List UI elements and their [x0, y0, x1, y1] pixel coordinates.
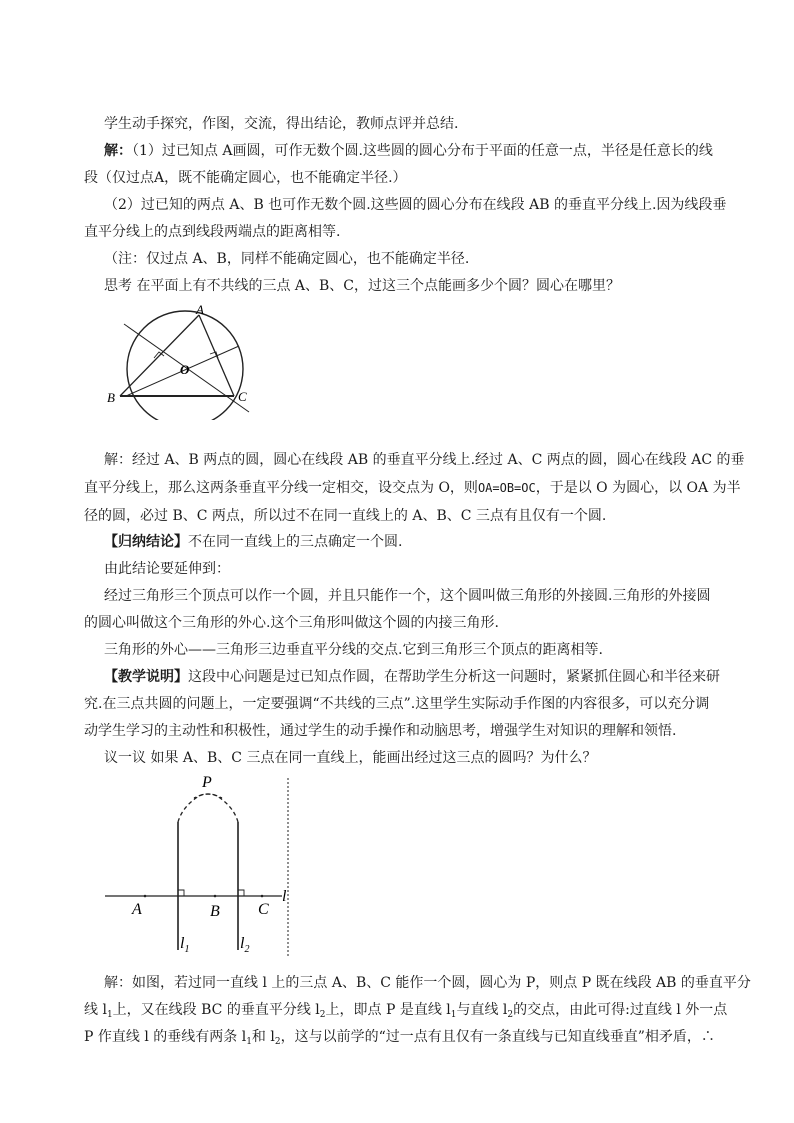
paragraph-circumcenter: [104, 641, 603, 659]
label-l2: $l_2$: [240, 935, 250, 955]
text: 直平分线上的点到线段两端点的距离相等.: [84, 224, 341, 240]
side-ab: [120, 315, 199, 396]
text: 段（仅过点A，既不能确定圆心，也不能确定半径.）: [84, 170, 407, 186]
paragraph-extend: [104, 560, 230, 578]
label-a: A: [196, 302, 204, 317]
paragraph-note: [104, 250, 469, 268]
text: 经过三角形三个顶点可以作一个圆，并且只能作一个，这个圆叫做三角形的外接圆.三角形的外接圆: [104, 588, 711, 604]
label-c: C: [238, 389, 247, 404]
equation: OA=OB=OC: [477, 481, 536, 495]
text: 解：经过 A、B 两点的圆，圆心在线段 AB 的垂直平分线上.经过 A、C 两点的圆，圆心在线段 AC 的垂: [104, 452, 745, 468]
paragraph-teaching-note-end: [84, 722, 676, 740]
label-b: B: [210, 903, 220, 920]
paragraph-discuss: [104, 749, 596, 767]
paragraph-solution-4-end: P 作直线 l 的垂线有两条 $l_1$和 $l_2$，这与以前学的“过一点有且仅有一条直线与已知直线垂直”相矛盾，∴: [84, 1029, 715, 1047]
text: （2）过已知的两点 A、B 也可作无数个圆.这些圆的圆心分布在线段 AB 的垂直平分线上.因为线段垂: [104, 197, 727, 213]
label-b: B: [107, 390, 115, 405]
paragraph-solution-4: [104, 974, 751, 992]
paragraph-circumcircle-def: [104, 587, 710, 605]
text: ，于是以 O 为圆心，以 OA 为半: [535, 480, 741, 496]
text: 这段中心问题是过已知点作圆，在帮助学生分析这一问题时，紧紧抓住圆心和半径来研: [188, 669, 720, 685]
right-angle-mark-l1: [178, 890, 184, 896]
teaching-note-label: 【教学说明】: [104, 669, 188, 685]
text: 思考 在平面上有不共线的三点 A、B、C，过这三个点能画多少个圆？圆心在哪里？: [104, 278, 621, 294]
conclusion-label: 【归纳结论】: [104, 534, 188, 550]
label-p: P: [202, 774, 212, 791]
text: 解：如图，若过同一直线 l 上的三点 A、B、C 能作一个圆，圆心为 P，则点 P 既在线段 AB 的垂直平分: [104, 975, 751, 991]
right-angle-mark-l2: [238, 890, 244, 896]
solution-label: 解：: [104, 143, 132, 159]
text: 动学生学习的主动性和积极性，通过学生的动手操作和动脑思考，增强学生对知识的理解和领悟.: [84, 723, 677, 739]
text: 直平分线上，那么这两条垂直平分线一定相交，设交点为 O，则: [84, 480, 478, 496]
collinear-points-figure: [100, 770, 300, 960]
paragraph-think: [104, 277, 620, 295]
dashed-extension-l2: [194, 794, 238, 822]
paragraph-solution-1: [104, 142, 713, 160]
paragraph-teaching-note: [104, 668, 720, 686]
text: 由此结论要延伸到：: [104, 561, 230, 577]
text: （1）过已知点 A画圆，可作无数个圆.这些圆的圆心分布于平面的任意一点，半径是任意长的线: [132, 143, 713, 159]
text: 学生动手探究，作图，交流，得出结论，教师点评并总结.: [104, 116, 459, 132]
text: 的圆心叫做这个三角形的外心.这个三角形叫做这个圆的内接三角形.: [84, 615, 499, 631]
circumcircle-figure: [104, 300, 264, 420]
paragraph-solution-1-cont: [84, 169, 407, 187]
label-c: C: [258, 901, 269, 918]
paragraph-solution-4-cont: 线 $l_1$上，又在线段 BC 的垂直平分线 $l_2$上，即点 P 是直线 $l_1$与直线 $l_2$的交点，由此可得:过直线 l 外一点: [84, 1002, 728, 1020]
paragraph-solution-2-cont: [84, 223, 340, 241]
label-o: O: [180, 362, 190, 377]
text: 三角形的外心——三角形三边垂直平分线的交点.它到三角形三个顶点的距离相等.: [104, 642, 603, 658]
paragraph-solution-3-end: [84, 507, 606, 525]
text: 不在同一直线上的三点确定一个圆.: [188, 534, 403, 550]
dashed-extension-l1: [178, 794, 222, 822]
paragraph-circumcircle-def-cont: [84, 614, 499, 632]
label-a: A: [132, 901, 142, 918]
label-l1: $l_1$: [180, 935, 190, 955]
point-c: [261, 895, 264, 898]
text: 议一议 如果 A、B、C 三点在同一直线上，能画出经过这三点的圆吗？为什么？: [104, 750, 597, 766]
text: 径的圆，必过 B、C 两点，所以过不在同一直线上的 A、B、C 三点有且仅有一个圆.: [84, 508, 607, 524]
paragraph-solution-3-cont: [84, 479, 741, 497]
paragraph-teaching-note-cont: [84, 695, 709, 713]
paragraph-explore: [104, 115, 458, 133]
text: （注：仅过点 A、B，同样不能确定圆心，也不能确定半径.: [104, 251, 470, 267]
point-b: [214, 895, 217, 898]
point-a: [144, 895, 147, 898]
paragraph-conclusion: [104, 533, 402, 551]
label-l: l: [282, 888, 287, 905]
text: 究.在三点共圆的问题上，一定要强调“不共线的三点”.这里学生实际动手作图的内容很多，可以充分调: [84, 696, 710, 712]
paragraph-solution-3: [104, 451, 745, 469]
paragraph-solution-2: [104, 196, 726, 214]
